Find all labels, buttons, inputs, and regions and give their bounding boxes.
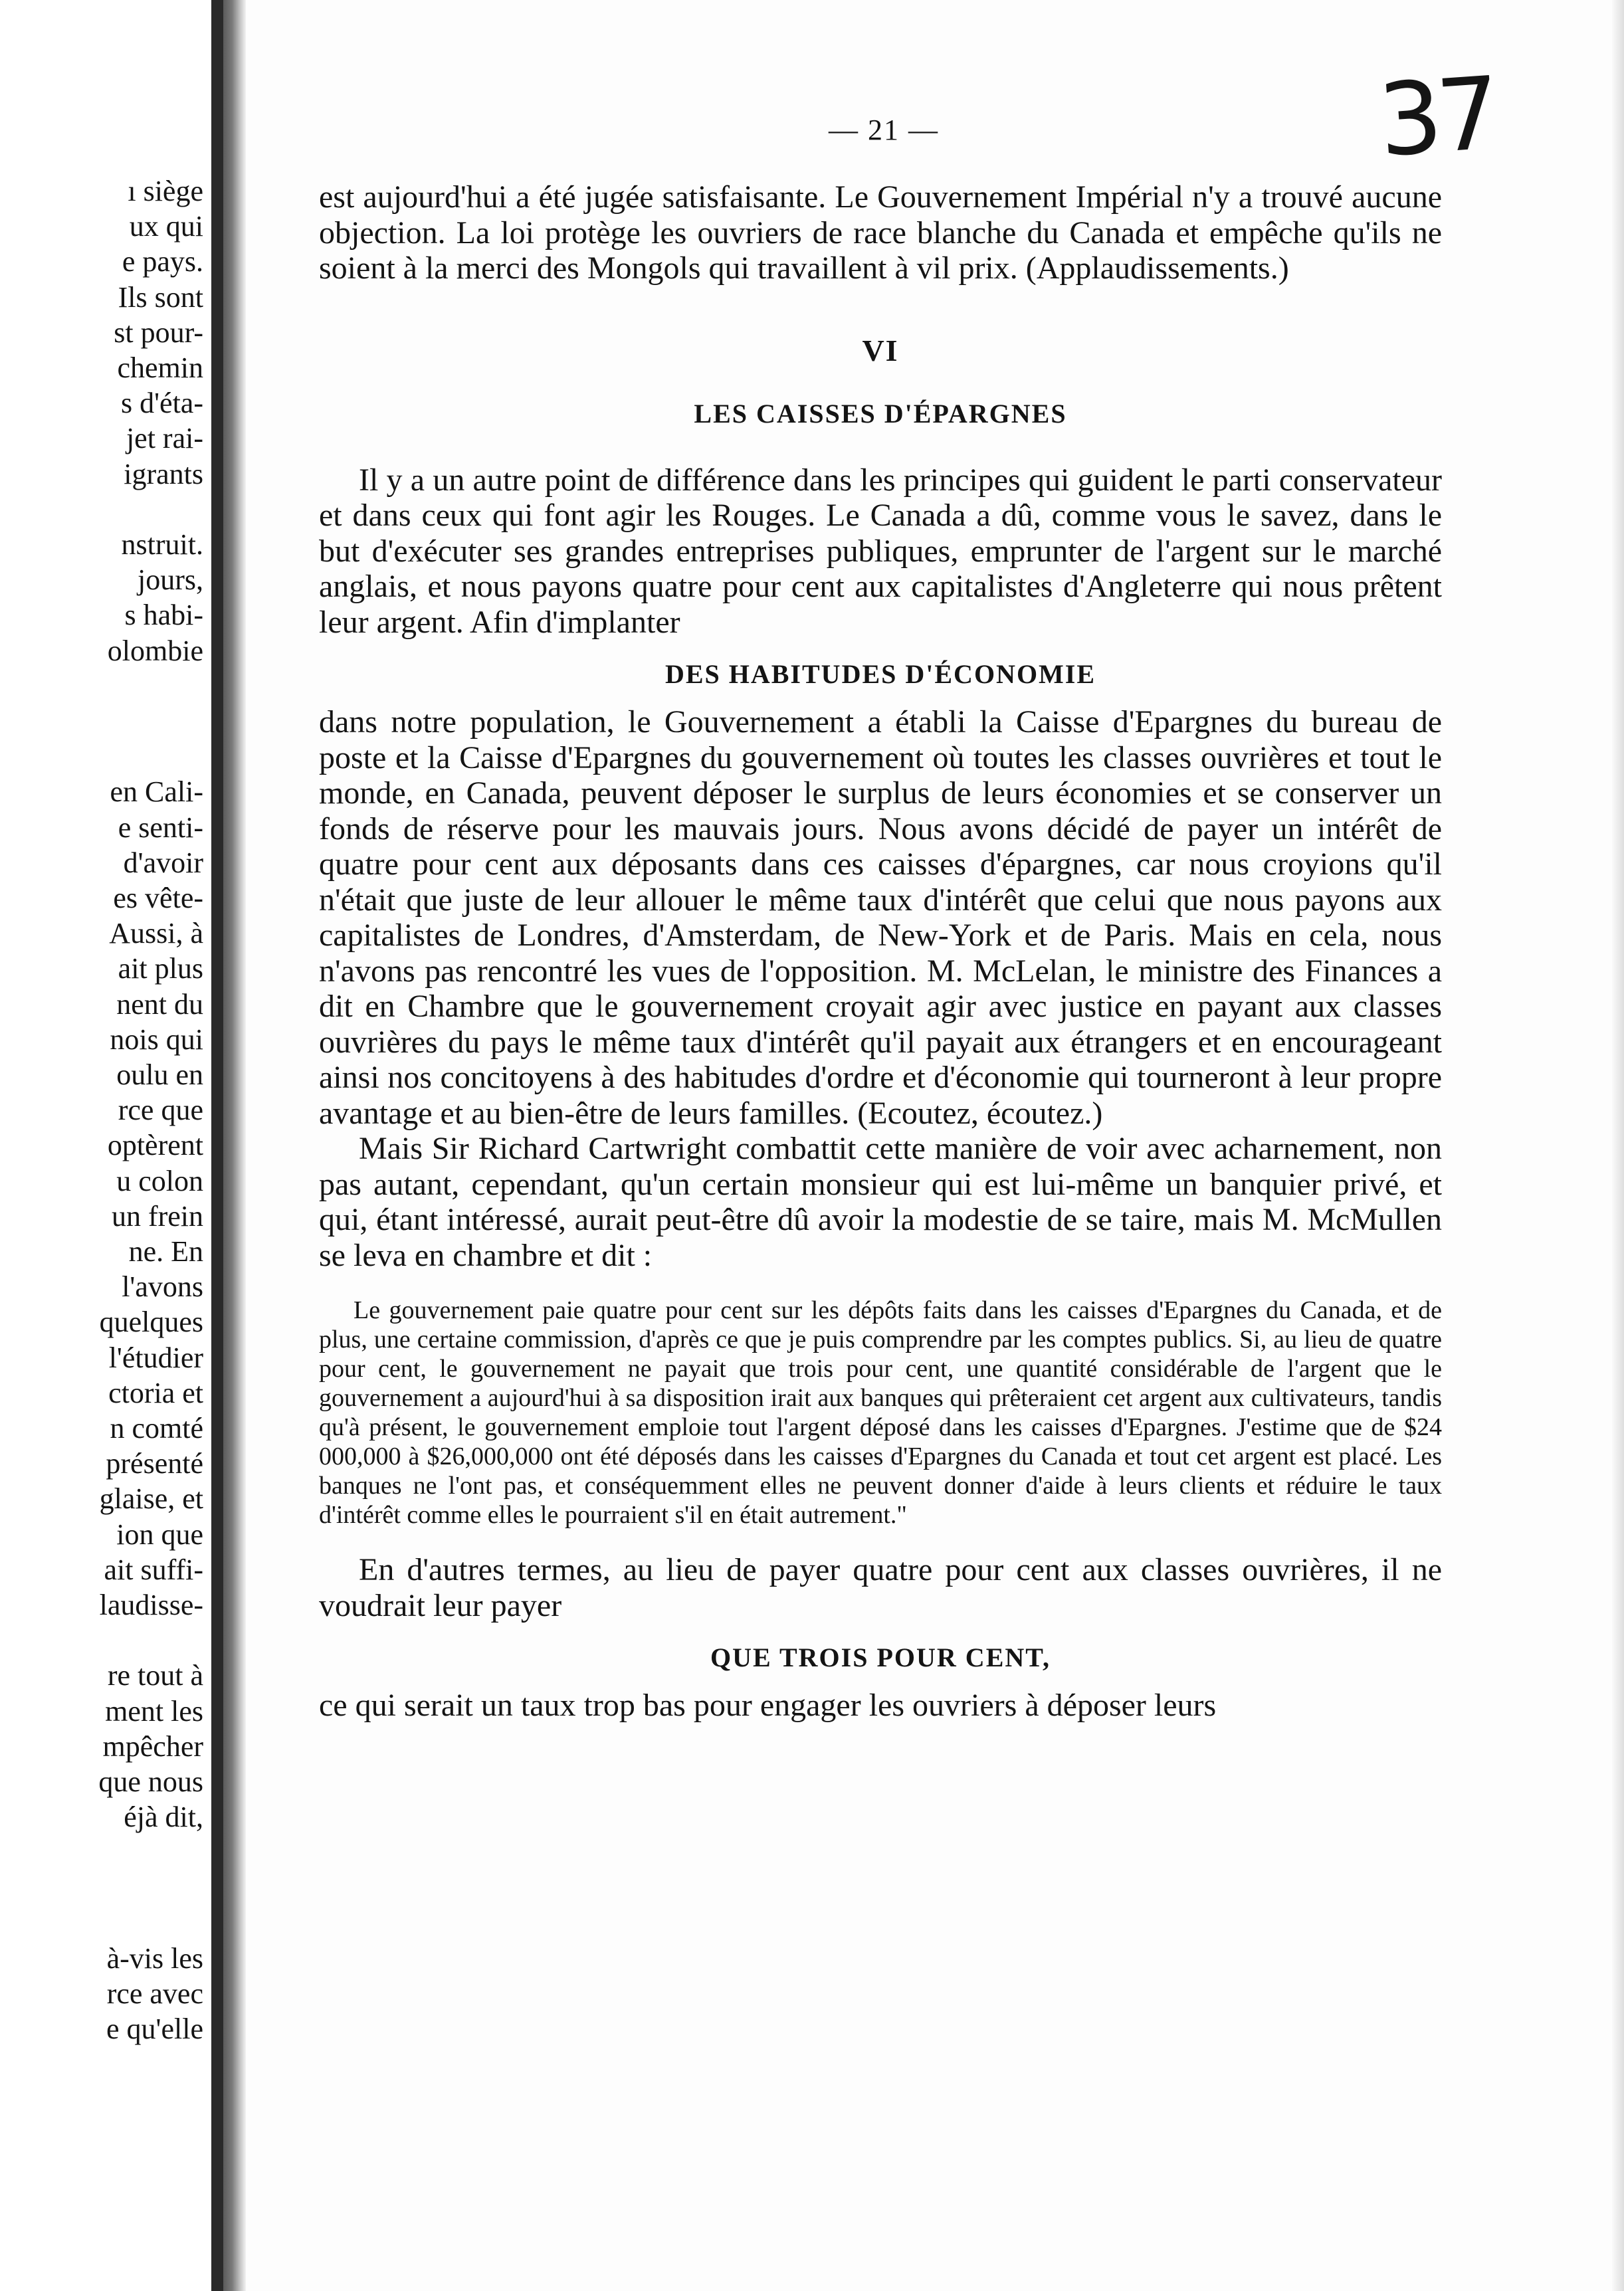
previous-page-line: es vête- <box>113 882 203 914</box>
previous-page-line: nstruit. <box>121 528 203 561</box>
previous-page-line: quelques <box>99 1306 203 1339</box>
previous-page-line: nois qui <box>110 1023 203 1056</box>
previous-page-line: igrants <box>124 457 203 490</box>
page-content <box>319 179 1442 1724</box>
previous-page-line: re tout à <box>107 1659 203 1692</box>
section-title: LES CAISSES D'ÉPARGNES <box>694 398 1067 429</box>
previous-page-line: e pays. <box>122 245 203 278</box>
previous-page-line: l'étudier <box>108 1341 203 1374</box>
previous-page-line: olombie <box>107 634 203 667</box>
paragraph-savings-banks: dans notre population, le Gouvernement a établi la Caisse d'Epargnes du bureau de poste et la Caisse d'Epargnes du gouvernement où toutes les classes ouvrières et tout le monde, en Canada, peuvent déposer le surplus de leurs économies et se conserver un fonds de réserve pour les mauvais jours. Nous avons décidé de payer un intérêt de quatre pour cent aux déposants dans ces caisses d'épargnes, car nous croyions qu'il n'était que juste de leur allouer le même taux d'intérêt que celui que nous payons aux capitalistes de Londres, d'Amsterdam, de New-York et de Paris. Mais en cela, nous n'avons pas rencontré les vues de l'opposition. M. McLelan, le ministre des Finances a dit en Chambre que le gouvernement croyait agir avec justice en payant aux classes ouvrières du pays le même taux d'intérêt qu'il payait aux étrangers et en encourageant ainsi nos concitoyens à des habitudes d'ordre et d'économie qui tourneront à leur propre avantage et au bien-être de leurs familles. (Ecoutez, écoutez.) <box>319 704 1442 1131</box>
previous-page-line: u colon <box>116 1164 203 1197</box>
mcmullen-quotation: Le gouvernement paie quatre pour cent sur les dépôts faits dans les caisses d'Epargnes du Canada, et de plus, une certaine commission, d'après ce que je puis comprendre par les comptes publics. Si, au lieu de quatre pour cent, le gouvernement ne payait que trois pour cent, une quantité considérable de l'argent que le gouvernement a aujourd'hui à sa disposition irait aux banques qui prêteraient cet argent aux cultivateurs, tandis qu'à présent, le gouvernement emploie tout l'argent déposé dans les caisses d'Epargnes. J'estime que de $24 000,000 à $26,000,000 ont été déposés dans les caisses d'Epargnes du Canada et tout cet argent est placé. Les banques ne l'ont pas, et conséquemment elles ne peuvent donner d'aide à leurs clients et réduire le taux d'intérêt comme elles le pourraient s'il en était autrement." <box>319 1296 1442 1529</box>
previous-page-line: rce que <box>118 1094 203 1127</box>
previous-page-line: ux qui <box>129 210 203 243</box>
previous-page-line: chemin <box>117 351 203 384</box>
subheading-economy-habits: DES HABITUDES D'ÉCONOMIE <box>664 659 1096 689</box>
previous-page-line: laudisse- <box>99 1589 203 1621</box>
previous-page-fragment <box>0 0 211 2291</box>
book-gutter-edge <box>211 0 223 2291</box>
paragraph-closing: ce qui serait un taux trop bas pour engager les ouvriers à déposer leurs <box>319 1688 1217 1723</box>
page-number: — 21 — <box>829 114 939 146</box>
previous-page-line: ait suffi- <box>104 1553 203 1586</box>
previous-page-line: e senti- <box>118 811 203 844</box>
previous-page-line: ion que <box>116 1518 203 1551</box>
previous-page-line: ctoria et <box>108 1376 203 1409</box>
page-edge-shadow <box>1612 0 1624 2291</box>
previous-page-line: jet rai- <box>126 422 203 455</box>
previous-page-line: mpêcher <box>102 1730 203 1763</box>
previous-page-line: jours, <box>138 563 203 597</box>
previous-page-line: optèrent <box>107 1129 203 1162</box>
previous-page-line: n comté <box>110 1412 203 1444</box>
previous-page-line: Ils sont <box>118 280 203 314</box>
subheading-three-percent: QUE TROIS POUR CENT, <box>710 1643 1051 1672</box>
previous-page-line: ait plus <box>118 952 203 985</box>
paragraph-other-terms: En d'autres termes, au lieu de payer quatre pour cent aux classes ouvrières, il ne voudrait leur payer <box>319 1552 1442 1623</box>
paragraph-savings-principles: Il y a un autre point de différence dans les principes qui guident le parti conservateur et dans ceux qui font agir les Rouges. Le Canada a dû, comme vous le savez, dans le but d'exécuter ses grandes entreprises publiques, emprunter de l'argent sur le marché anglais, et nous payons quatre pour cent aux capitalistes d'Angleterre qui nous prêtent leur argent. Afin d'implanter <box>319 462 1442 640</box>
paragraph-cartwright: Mais Sir Richard Cartwright combattit cette manière de voir avec acharnement, non pas autant, cependant, qu'un certain monsieur qui est lui-même un banquier privé, et qui, étant intéressé, aurait peut-être dû avoir la modestie de se taire, mais M. McMullen se leva en chambre et dit : <box>319 1131 1442 1273</box>
previous-page-line: un frein <box>111 1199 203 1233</box>
previous-page-line: nent du <box>116 987 203 1021</box>
handwritten-folio-number: 37 <box>1375 56 1499 179</box>
previous-page-line: Aussi, à <box>109 917 203 950</box>
previous-page-line: que nous <box>98 1765 203 1798</box>
previous-page-line: oulu en <box>116 1058 203 1091</box>
previous-page-line: s d'éta- <box>121 387 203 420</box>
opening-paragraph: est aujourd'hui a été jugée satisfaisante. Le Gouvernement Impérial n'y a trouvé aucune objection. La loi protège les ouvriers de race blanche du Canada et empêche qu'ils ne soient à la merci des Mongols qui travaillent à vil prix. (Applaudissements.) <box>319 179 1442 286</box>
previous-page-line: l'avons <box>122 1270 203 1304</box>
previous-page-line: ment les <box>105 1694 203 1728</box>
previous-page-line: rce avec <box>106 1977 203 2011</box>
previous-page-line: présenté <box>106 1447 203 1480</box>
previous-page-line: e qu'elle <box>106 2013 203 2046</box>
section-number: VI <box>862 333 899 367</box>
previous-page-line: ı siège <box>128 175 203 207</box>
previous-page-line: ne. En <box>128 1235 203 1268</box>
previous-page-line: en Cali- <box>110 775 203 809</box>
previous-page-line: à-vis les <box>106 1942 203 1975</box>
previous-page-line: st pour- <box>114 316 203 349</box>
previous-page-line: glaise, et <box>99 1482 203 1516</box>
previous-page-line: éjà dit, <box>124 1801 203 1834</box>
previous-page-line: s habi- <box>124 599 203 632</box>
previous-page-line: d'avoir <box>123 846 203 879</box>
